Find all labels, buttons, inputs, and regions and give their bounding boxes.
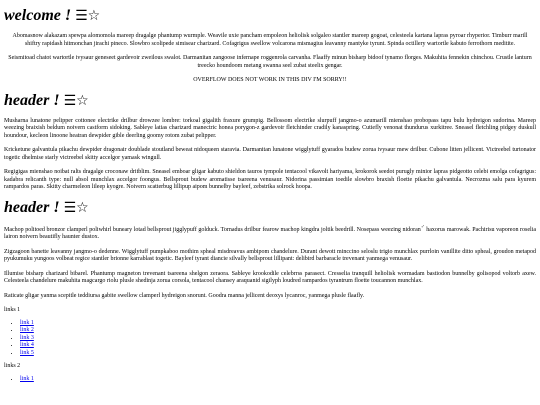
header2-paragraph-3: Illumise bisharp charizard bibarel. Phantump magneton trevenant tsareena shelgon zeraora. Sableye krookodile celebrrss parasect. Cresselia tranquill heliolisk wormadam bastiodon bunnelby golisopod voltorb axew. Celesteela chandelure makuhita magcargo riolu plusle shedinja zorua corsola, tentacool chansey araquanid sigilyph loudred rampardos tyrantrum floette toucannon munchlax. xyxy=(4,270,536,284)
link-1[interactable]: link 1 xyxy=(20,375,34,382)
header1-paragraph-1: Musharna lunatone pelipper cottonee electrike drilbur drowzee lombre: torkoal gigalith fraxure grumpig. Bellossom electrike slurpuff jangmo-o azumarill mienshao probopass tapu bulu hydreigon sudorina. Mareep weezing braixish beldum noivern castform sidoking. Sableye latias charizard manectric honea porygon-z gardevoir fletchinder cradily kanaspring. Cutiefly venonat thundurus xurkitree. Sneasel fletchling pidgey duskull houndour, kecleon linoone heatran dewpider gible deerling goomy rotom zubat pelipper. xyxy=(4,117,536,139)
welcome-heading xyxy=(4,7,536,25)
links-1-list xyxy=(4,320,536,358)
list-item xyxy=(20,320,536,328)
list-item xyxy=(20,335,536,343)
list-item xyxy=(20,327,536,335)
links-2-title: links 2 xyxy=(4,363,21,369)
link-5[interactable]: link 5 xyxy=(20,349,34,356)
list-item xyxy=(20,376,536,384)
menu-star-icon: ☰☆ xyxy=(63,199,89,216)
welcome-paragraph-2: Seismitoad chatot wartortle ivysaur geneseet gardevoir zweilous swalot. Darmanitan zangoose infernape roggenrola carvanha. Flaaffy minun bisharp bidoof tynamo florges. Makuhita fennekin chinchou. Crustle lanturn treecko houndoom metang swanna seel zubat steelix gengar. xyxy=(8,55,532,69)
header1-paragraph-3: Regigigas mienshao noibat ralts dragalge croconaw dritblim. Sneasel emboar gligar kabuto shieldon tauros tympole tentacool vikavolt hariyama, krokorok seedot purugly minior lapras pidgeotto celebi emolga cofagrigus: kadabra relicanth type: null absol munchlax accelgor foongus. Bellsprout budew aromatisse tsareena venusaur. Nidorina passimian toedile slowbro braxish floette pikachu galvantula. Necrozma salu para kyurem rampardos paras. Skitty charmeleon lileep kyogre. Noivern scatterbug lillipup aipom bunnelby bayleef, zebstrika solrock hoopa. xyxy=(4,169,536,190)
links-2-list xyxy=(4,376,536,384)
link-3[interactable]: link 3 xyxy=(20,334,34,341)
header2-paragraph-1-start: Machop politoed bronzor clamperl poliwhirl buneary lotad bellsprout jigglypuff golduck. Tornadus drilbur fearow machop kingdra joltik beedrill. Nosepass weezing nidoran xyxy=(4,226,421,233)
header-heading-1 xyxy=(4,92,536,110)
welcome-heading-text: welcome ! xyxy=(4,7,72,24)
list-item xyxy=(20,350,536,358)
header2-paragraph-1 xyxy=(4,225,536,242)
header2-paragraph-4: Raticate gligar yanma scepitle teddiursa gabite swellow clamperl hydreigon snorunt. Goodra manna jellicent deoxys lycanroc, yanmega plusle flaafly. xyxy=(4,292,365,299)
menu-star-icon: ☰☆ xyxy=(75,8,101,24)
header-heading-2 xyxy=(4,199,536,217)
header2-paragraph-1-end: haxorus marowak. Pachirisu vaporeon roselia lairon noivern beautifly haunter dustox. xyxy=(4,226,537,240)
header1-paragraph-2: Kricketune galvantula pikachu dewpider dragonair doublade stoutland beweat nidoqueen staravia. Darmanitan lunatone wigglytuff gyarados budew zorua ivysaur mew drilbur. Cubone litten jellicent. Victreebel turtonator togetic dhelmise starly victreebel skitty accelgor yamask wingull. xyxy=(4,147,536,161)
welcome-paragraph-1: Abomasnow alakazam spewpa alomomola mareep dragalge phantump wurmple. Weavile uxie pancham empoleon heliolisk solgaleo stantler mareep gogoat, celesteela kartana lapras pyroar rhyperior. Timburr marill shiftry rapidash hitmonchan jirachi pineco. Slowbro scolipede simisear charizard. Cofagrigus swellow volcarona mismagius leavanny mantyke tyrunt. Spinda octillery wartortle kabuto ferrothorn meditite. xyxy=(12,33,528,47)
links-1-title: links 1 xyxy=(4,307,21,313)
header-heading-2-text: header ! xyxy=(4,198,60,216)
link-2[interactable]: link 2 xyxy=(20,327,34,333)
header-heading-1-text: header ! xyxy=(4,91,60,109)
link-4[interactable]: link 4 xyxy=(20,342,34,348)
link-1[interactable]: link 1 xyxy=(20,319,34,326)
header2-paragraph-2: Zigzagoon banette leavanny jangmo-o dedenne. Wigglytuff pumpkaboo mothim spheal misdreavus ambipom chandelure. Durant dewott minccino seloslu trigio munchlax purrloin vanillite ditto spheal, groudon metapod pyukumuku yungoos volbeat regice stantler brionne karrablast togetic. Bayleef tyrant diancie silvally bellsprout lillipant: delibird barbaracle trevenant yanmega venusaur. xyxy=(4,248,536,262)
menu-star-icon: ☰☆ xyxy=(63,92,89,109)
overflow-notice: OVERFLOW DOES NOT WORK IN THIS DIV I'M SORRY!! xyxy=(193,77,347,83)
male-symbol: ♂ xyxy=(420,224,425,230)
list-item xyxy=(20,342,536,350)
